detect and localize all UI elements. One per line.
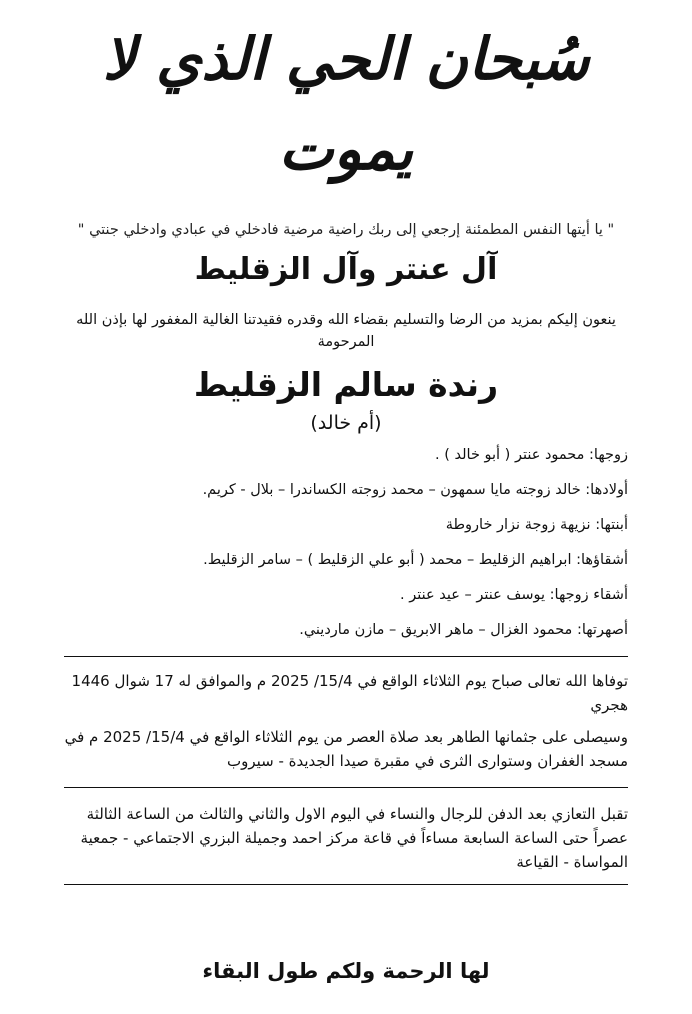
announcement-text: ينعون إليكم بمزيد من الرضا والتسليم بقضاء الله وقدره فقيدتنا الغالية المغفور لها بإذن الله المرحومة xyxy=(76,312,616,350)
obituary-page xyxy=(0,14,692,1014)
relative-row-sons xyxy=(64,481,628,499)
deceased-kunya: (أم خالد) xyxy=(310,412,382,434)
relative-label: أصهرتها: xyxy=(576,622,628,638)
family-title: آل عنتر وآل الزقليط xyxy=(194,252,498,287)
relative-value: نزيهة زوجة نزار خاروطة xyxy=(445,517,591,533)
relative-row-brothers xyxy=(64,551,628,569)
divider xyxy=(64,884,628,885)
prayer-burial-text: وسيصلى على جثمانها الطاهر بعد صلاة العصر من يوم الثلاثاء الواقع في 15/4/ 2025 م في مسجد الغفران وستوارى الثرى في مقبرة صيدا الجديدة - سيروب xyxy=(64,728,628,770)
divider xyxy=(64,656,628,657)
deceased-name: رندة سالم الزقليط xyxy=(193,365,499,404)
relative-value: خالد زوجته مايا سمهون – محمد زوجته الكساندرا – بلال - كريم. xyxy=(202,482,581,498)
relatives-list xyxy=(64,446,628,639)
relative-row-in-laws xyxy=(64,621,628,639)
relative-label: أشقاؤها: xyxy=(576,552,628,568)
death-date-text: توفاها الله تعالى صباح يوم الثلاثاء الواقع في 15/4/ 2025 م والموافق له 17 شوال 1446 هجري xyxy=(71,672,628,714)
relative-row-husband xyxy=(64,446,628,464)
quran-verse: " يا أيتها النفس المطمئنة إرجعي إلى ربك راضية مرضية فادخلي في عبادي وادخلي جنتي " xyxy=(77,222,615,238)
relative-value: يوسف عنتر – عيد عنتر . xyxy=(400,587,546,603)
relative-row-daughter xyxy=(64,516,628,534)
condolences-text: تقبل التعازي بعد الدفن للرجال والنساء في اليوم الاول والثاني والثالث من الساعة الثالثة عصراً حتى الساعة السابعة مساءاً في قاعة مركز احمد وجميلة البزري الاجتماعي - جمعية المواساة - القياعة xyxy=(80,805,628,871)
calligraphy-header: سُبحان الحي الذي لا يموت xyxy=(102,25,590,183)
relative-label: أشقاء زوجها: xyxy=(549,587,628,603)
relative-row-husband-brothers xyxy=(64,586,628,604)
divider xyxy=(64,787,628,788)
relative-value: محمود الغزال – ماهر الابريق – مازن مارديني. xyxy=(299,622,573,638)
relative-value: محمود عنتر ( أبو خالد ) . xyxy=(435,447,585,463)
closing-phrase: لها الرحمة ولكم طول البقاء xyxy=(202,959,490,983)
relative-value: ابراهيم الزقليط – محمد ( أبو علي الزقليط ) – سامر الزقليط. xyxy=(203,552,572,568)
relative-label: أولادها: xyxy=(585,482,628,498)
relative-label: أبنتها: xyxy=(595,517,628,533)
funeral-details xyxy=(64,669,628,773)
relative-label: زوجها: xyxy=(589,447,628,463)
